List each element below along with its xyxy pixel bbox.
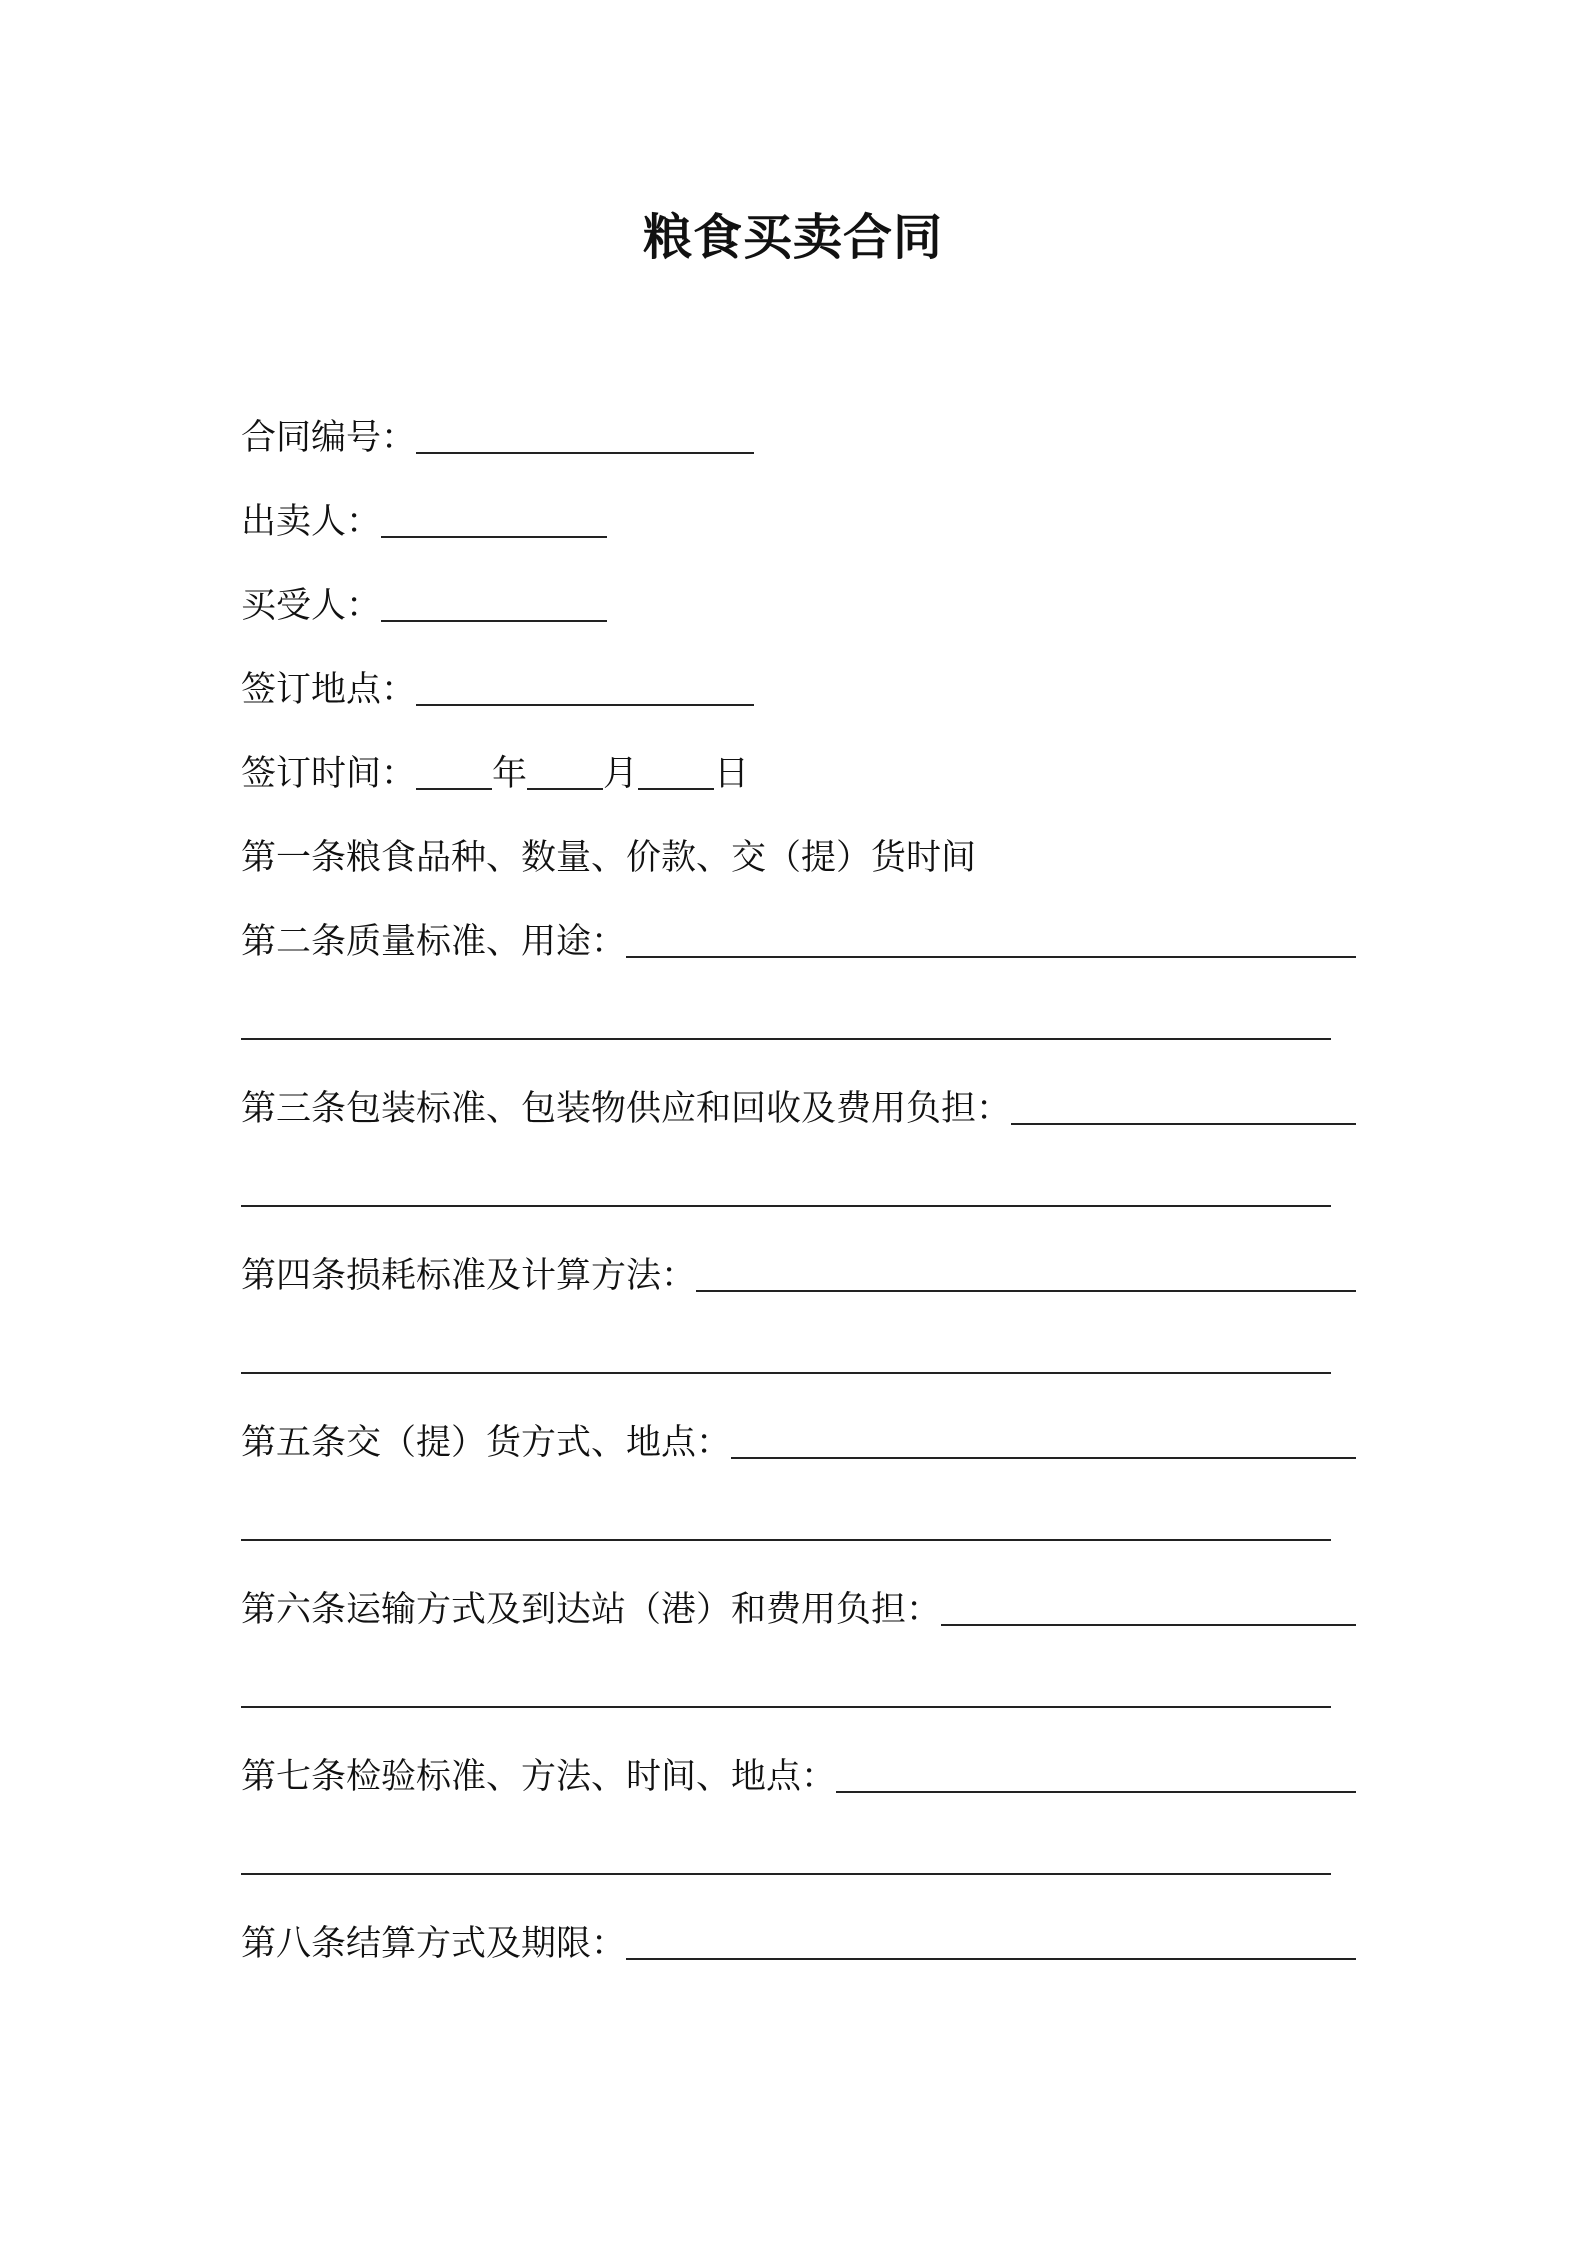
clause-text: 第五条交（提）货方式、地点： xyxy=(241,1423,732,1463)
clause-7-blank[interactable] xyxy=(836,1757,1356,1793)
day-label: 日 xyxy=(714,754,750,794)
clause-6 xyxy=(241,1576,1356,1632)
clause-text: 第四条损耗标准及计算方法： xyxy=(241,1256,697,1296)
day-blank[interactable] xyxy=(638,754,714,790)
clause-3-continuation-line[interactable] xyxy=(241,1205,1331,1207)
clause-7 xyxy=(241,1743,1356,1799)
month-label: 月 xyxy=(603,754,639,794)
clause-2-continuation-line[interactable] xyxy=(241,1038,1331,1040)
clause-text: 第七条检验标准、方法、时间、地点： xyxy=(241,1757,837,1797)
year-label: 年 xyxy=(492,754,528,794)
clause-6-blank[interactable] xyxy=(941,1590,1356,1626)
field-label: 签订地点： xyxy=(241,670,417,710)
sign-location-blank[interactable] xyxy=(416,670,754,706)
clause-4-blank[interactable] xyxy=(696,1256,1356,1292)
seller-blank[interactable] xyxy=(381,502,607,538)
clause-4 xyxy=(241,1242,1356,1298)
clause-1 xyxy=(241,824,976,880)
clause-7-continuation-line[interactable] xyxy=(241,1873,1331,1875)
field-label: 出卖人： xyxy=(241,502,382,542)
field-buyer xyxy=(241,572,607,628)
clause-2-blank[interactable] xyxy=(626,922,1356,958)
clause-text: 第八条结算方式及期限： xyxy=(241,1924,627,1964)
month-blank[interactable] xyxy=(527,754,603,790)
document-title: 粮食买卖合同 xyxy=(642,209,943,266)
clause-3 xyxy=(241,1075,1356,1131)
field-label: 签订时间： xyxy=(241,754,417,794)
clause-2 xyxy=(241,908,1356,964)
clause-6-continuation-line[interactable] xyxy=(241,1706,1331,1708)
clause-5-blank[interactable] xyxy=(731,1423,1356,1459)
clause-5-continuation-line[interactable] xyxy=(241,1539,1331,1541)
field-sign-location xyxy=(241,656,754,712)
field-sign-date xyxy=(241,740,749,796)
clause-8 xyxy=(241,1910,1356,1966)
clause-3-blank[interactable] xyxy=(1011,1089,1356,1125)
field-label: 买受人： xyxy=(241,586,382,626)
clause-5 xyxy=(241,1409,1356,1465)
clause-text: 第六条运输方式及到达站（港）和费用负担： xyxy=(241,1590,942,1630)
field-seller xyxy=(241,488,607,544)
field-contract-number xyxy=(241,404,754,460)
clause-text: 第三条包装标准、包装物供应和回收及费用负担： xyxy=(241,1089,1012,1129)
clause-8-blank[interactable] xyxy=(626,1924,1356,1960)
buyer-blank[interactable] xyxy=(381,586,607,622)
clause-4-continuation-line[interactable] xyxy=(241,1372,1331,1374)
clause-text: 第二条质量标准、用途： xyxy=(241,922,627,962)
field-label: 合同编号： xyxy=(241,418,417,458)
year-blank[interactable] xyxy=(416,754,492,790)
contract-number-blank[interactable] xyxy=(416,418,754,454)
clause-text: 第一条粮食品种、数量、价款、交（提）货时间 xyxy=(241,838,977,878)
